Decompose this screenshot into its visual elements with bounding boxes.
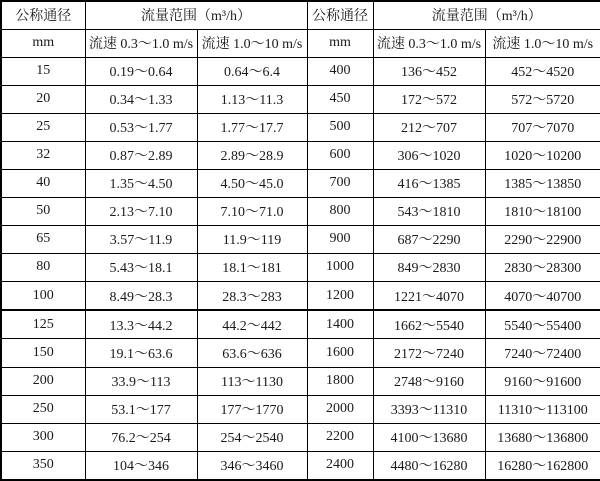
diameter-cell-left: 50 (1, 197, 85, 225)
velocity-low-header-right: 流速 0.3～1.0 m/s (373, 29, 485, 57)
diameter-cell-right: 1200 (307, 282, 373, 311)
velocity-low-header-left: 流速 0.3～1.0 m/s (85, 29, 197, 57)
flow-high-cell-right: 7240～72400 (485, 339, 600, 367)
flow-low-cell-left: 5.43～18.1 (85, 253, 197, 281)
flow-low-cell-left: 33.9～113 (85, 367, 197, 395)
table-row (1, 85, 600, 113)
flow-high-cell-left: 113～1130 (197, 367, 307, 395)
flow-low-cell-left: 3.57～11.9 (85, 225, 197, 253)
flow-high-cell-left: 1.77～17.7 (197, 113, 307, 141)
flow-low-cell-right: 3393～11310 (373, 395, 485, 423)
table-row (1, 282, 600, 311)
flow-high-cell-left: 18.1～181 (197, 253, 307, 281)
diameter-cell-right: 800 (307, 197, 373, 225)
table-body (1, 57, 600, 480)
flow-high-cell-left: 346～3460 (197, 451, 307, 480)
table-row (1, 57, 600, 85)
flow-low-cell-left: 1.35～4.50 (85, 169, 197, 197)
velocity-high-header-right: 流速 1.0～10 m/s (485, 29, 600, 57)
diameter-cell-left: 25 (1, 113, 85, 141)
flow-low-cell-left: 0.34～1.33 (85, 85, 197, 113)
diameter-cell-right: 1400 (307, 310, 373, 339)
unit-header-left: mm (1, 29, 85, 57)
diameter-cell-left: 20 (1, 85, 85, 113)
header-row-2 (1, 29, 600, 57)
flow-low-cell-right: 1221～4070 (373, 282, 485, 311)
diameter-cell-left: 250 (1, 395, 85, 423)
table-row (1, 395, 600, 423)
flow-low-cell-right: 416～1385 (373, 169, 485, 197)
diameter-cell-right: 500 (307, 113, 373, 141)
table-row (1, 451, 600, 480)
table-row (1, 225, 600, 253)
table-row (1, 197, 600, 225)
table-row (1, 113, 600, 141)
diameter-cell-right: 2000 (307, 395, 373, 423)
flow-low-cell-left: 104～346 (85, 451, 197, 480)
table-row (1, 339, 600, 367)
header-row-1 (1, 1, 600, 29)
diameter-cell-right: 400 (307, 57, 373, 85)
flow-high-cell-right: 1020～10200 (485, 141, 600, 169)
flow-low-cell-left: 76.2～254 (85, 423, 197, 451)
flow-low-cell-right: 849～2830 (373, 253, 485, 281)
flow-low-cell-left: 19.1～63.6 (85, 339, 197, 367)
flow-high-cell-right: 452～4520 (485, 57, 600, 85)
diameter-cell-right: 1600 (307, 339, 373, 367)
flow-range-header-left: 流量范围（m³/h） (85, 1, 307, 29)
flow-low-cell-right: 1662～5540 (373, 310, 485, 339)
diameter-cell-left: 150 (1, 339, 85, 367)
diameter-cell-left: 15 (1, 57, 85, 85)
flow-low-cell-right: 4480～16280 (373, 451, 485, 480)
diameter-cell-right: 450 (307, 85, 373, 113)
table-row (1, 310, 600, 339)
table-row (1, 423, 600, 451)
flow-high-cell-right: 2290～22900 (485, 225, 600, 253)
flow-low-cell-left: 8.49～28.3 (85, 282, 197, 311)
flow-high-cell-left: 7.10～71.0 (197, 197, 307, 225)
diameter-cell-right: 1000 (307, 253, 373, 281)
table-row (1, 141, 600, 169)
diameter-cell-left: 350 (1, 451, 85, 480)
diameter-cell-right: 2200 (307, 423, 373, 451)
flow-low-cell-right: 136～452 (373, 57, 485, 85)
flow-range-header-right: 流量范围（m³/h） (373, 1, 600, 29)
flow-high-cell-left: 177～1770 (197, 395, 307, 423)
flow-low-cell-left: 13.3～44.2 (85, 310, 197, 339)
flow-high-cell-right: 4070～40700 (485, 282, 600, 311)
unit-header-right: mm (307, 29, 373, 57)
diameter-header-right: 公称通径 (307, 1, 373, 29)
flow-high-cell-left: 2.89～28.9 (197, 141, 307, 169)
diameter-cell-right: 700 (307, 169, 373, 197)
diameter-header-left: 公称通径 (1, 1, 85, 29)
flow-high-cell-left: 28.3～283 (197, 282, 307, 311)
flow-low-cell-right: 172～572 (373, 85, 485, 113)
table-row (1, 169, 600, 197)
flow-low-cell-left: 53.1～177 (85, 395, 197, 423)
flow-high-cell-right: 1385～13850 (485, 169, 600, 197)
diameter-cell-left: 300 (1, 423, 85, 451)
diameter-cell-left: 40 (1, 169, 85, 197)
table-header (1, 1, 600, 57)
flow-high-cell-left: 63.6～636 (197, 339, 307, 367)
diameter-cell-right: 2400 (307, 451, 373, 480)
diameter-cell-right: 600 (307, 141, 373, 169)
flow-low-cell-right: 543～1810 (373, 197, 485, 225)
flow-low-cell-right: 2748～9160 (373, 367, 485, 395)
diameter-cell-right: 1800 (307, 367, 373, 395)
flow-low-cell-right: 2172～7240 (373, 339, 485, 367)
flow-high-cell-right: 2830～28300 (485, 253, 600, 281)
flow-high-cell-right: 5540～55400 (485, 310, 600, 339)
velocity-high-header-left: 流速 1.0～10 m/s (197, 29, 307, 57)
flow-high-cell-right: 572～5720 (485, 85, 600, 113)
flow-high-cell-left: 11.9～119 (197, 225, 307, 253)
flow-low-cell-left: 2.13～7.10 (85, 197, 197, 225)
table-row (1, 367, 600, 395)
diameter-cell-right: 900 (307, 225, 373, 253)
diameter-cell-left: 65 (1, 225, 85, 253)
flow-low-cell-right: 687～2290 (373, 225, 485, 253)
flow-high-cell-left: 1.13～11.3 (197, 85, 307, 113)
diameter-cell-left: 200 (1, 367, 85, 395)
flow-high-cell-left: 44.2～442 (197, 310, 307, 339)
table-row (1, 253, 600, 281)
diameter-cell-left: 125 (1, 310, 85, 339)
diameter-cell-left: 80 (1, 253, 85, 281)
flow-high-cell-right: 13680～136800 (485, 423, 600, 451)
flow-low-cell-right: 306～1020 (373, 141, 485, 169)
flow-low-cell-left: 0.19～0.64 (85, 57, 197, 85)
flow-high-cell-left: 4.50～45.0 (197, 169, 307, 197)
flow-high-cell-right: 707～7070 (485, 113, 600, 141)
diameter-cell-left: 32 (1, 141, 85, 169)
diameter-cell-left: 100 (1, 282, 85, 311)
flow-high-cell-left: 0.64～6.4 (197, 57, 307, 85)
flow-low-cell-left: 0.87～2.89 (85, 141, 197, 169)
flow-high-cell-right: 16280～162800 (485, 451, 600, 480)
flow-low-cell-right: 212～707 (373, 113, 485, 141)
flow-high-cell-right: 11310～113100 (485, 395, 600, 423)
flow-high-cell-right: 9160～91600 (485, 367, 600, 395)
flow-low-cell-left: 0.53～1.77 (85, 113, 197, 141)
flow-high-cell-right: 1810～18100 (485, 197, 600, 225)
flow-low-cell-right: 4100～13680 (373, 423, 485, 451)
flow-high-cell-left: 254～2540 (197, 423, 307, 451)
